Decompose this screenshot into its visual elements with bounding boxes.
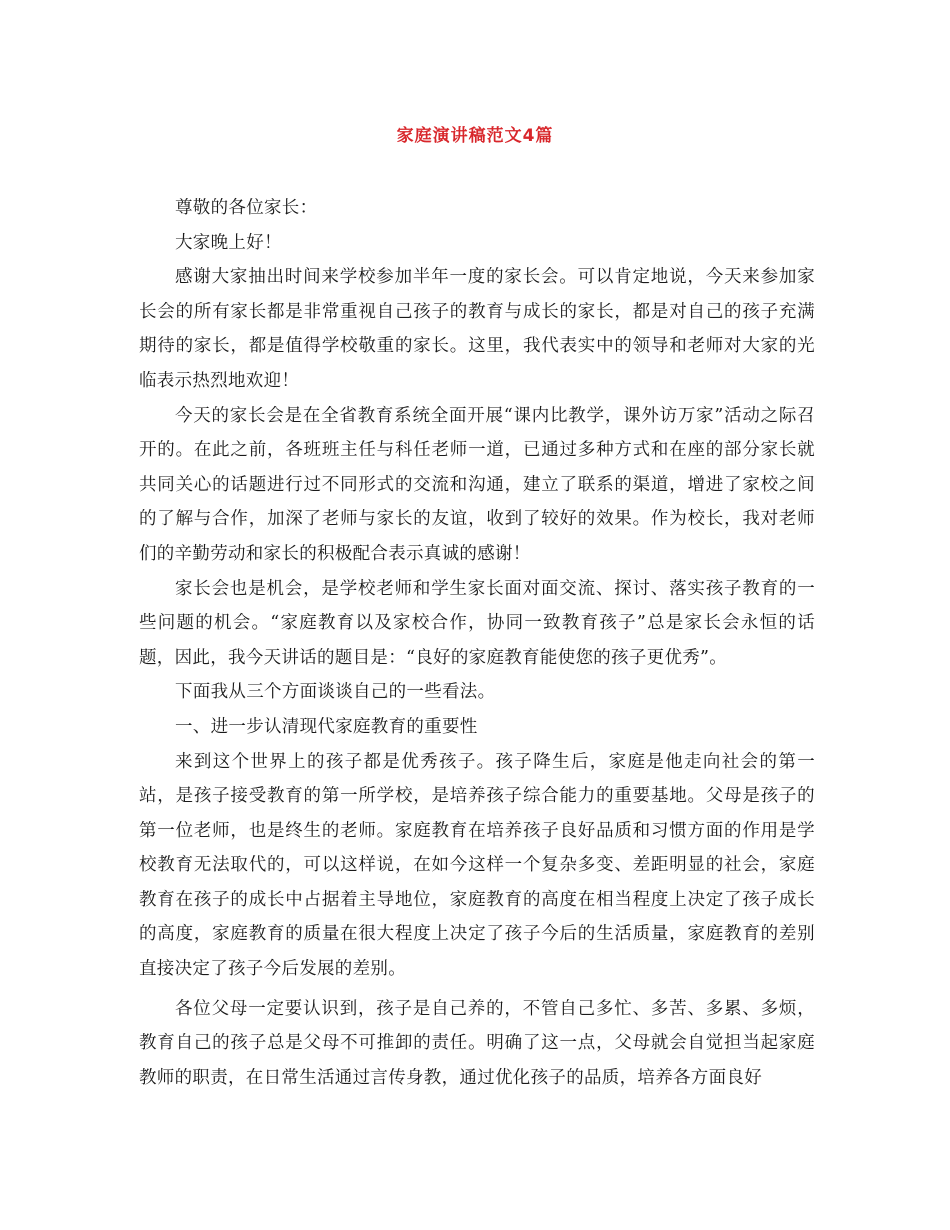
- paragraph-salutation: 尊敬的各位家长：: [175, 198, 318, 218]
- paragraph-thanks: 感谢大家抽出时间来学校参加半年一度的家长会。可以肯定地说，今天来参加家长会的所有家长都是非常重视自己孩子的教育与成长的家长，都是对自己的孩子充满期待的家长，都是值得学校敬重的家长。这里，我代表实中的领导和老师对大家的光临表示热烈地欢迎！: [139, 267, 815, 391]
- paragraph-outline: 下面我从三个方面谈谈自己的一些看法。: [175, 682, 496, 703]
- paragraph-context: 今天的家长会是在全省教育系统全面开展“课内比教学，课外访万家”活动之际召开的。在此之前，各班班主任与科任老师一道，已通过多种方式和在座的部分家长就共同关心的话题进行过不同形式的交流和沟通，建立了联系的渠道，增进了家校之间的了解与合作，加深了老师与家长的友谊，收到了较好的效果。作为校长，我对老师们的辛勤劳动和家长的积极配合表示真诚的感谢！: [139, 405, 815, 564]
- document-body: [139, 191, 815, 1095]
- paragraph-topic: 家长会也是机会，是学校老师和学生家长面对面交流、探讨、落实孩子教育的一些问题的机会。“家庭教育以及家校合作，协同一致教育孩子”总是家长会永恒的话题，因此，我今天讲话的题目是：“良好的家庭教育能使您的孩子更优秀”。: [139, 578, 815, 668]
- paragraph-responsibility: 各位父母一定要认识到，孩子是自己养的，不管自己多忙、多苦、多累、多烦，教育自己的孩子总是父母不可推卸的责任。明确了这一点，父母就会自觉担当起家庭教师的职责，在日常生活通过言传身教，通过优化孩子的品质，培养各方面良好: [139, 998, 815, 1088]
- paragraph-importance: 来到这个世界上的孩子都是优秀孩子。孩子降生后，家庭是他走向社会的第一站，是孩子接受教育的第一所学校，是培养孩子综合能力的重要基地。父母是孩子的第一位老师，也是终生的老师。家庭教育在培养孩子良好品质和习惯方面的作用是学校教育无法取代的，可以这样说，在如今这样一个复杂多变、差距明显的社会，家庭教育在孩子的成长中占据着主导地位，家庭教育的高度在相当程度上决定了孩子成长的高度，家庭教育的质量在很大程度上决定了孩子今后的生活质量，家庭教育的差别直接决定了孩子今后发展的差别。: [139, 751, 815, 980]
- section-heading-1: 一、进一步认清现代家庭教育的重要性: [175, 716, 478, 737]
- document-title: 家庭演讲稿范文4篇: [396, 126, 554, 146]
- paragraph-greeting: 大家晚上好！: [175, 232, 282, 253]
